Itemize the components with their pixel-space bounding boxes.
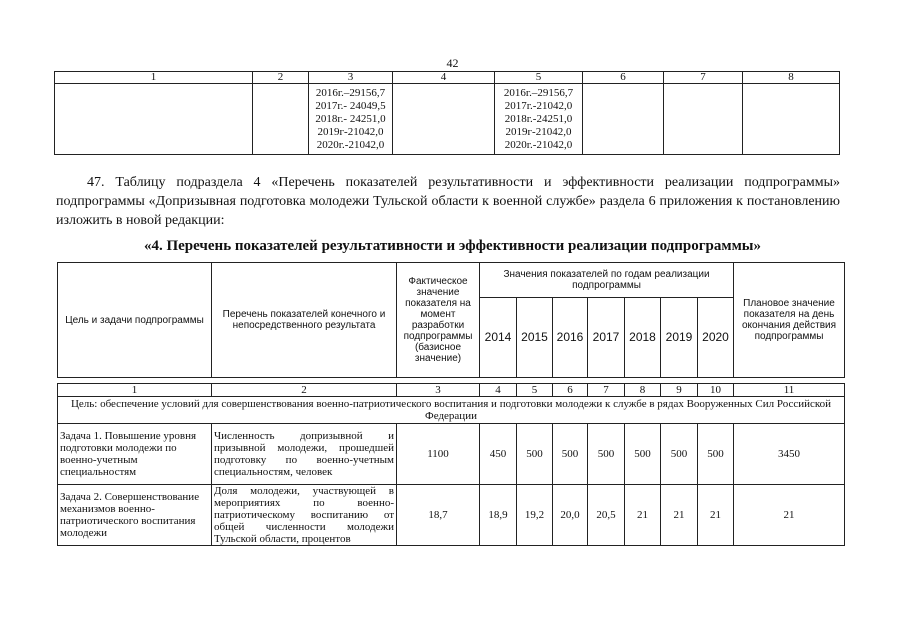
col-number: 7 bbox=[588, 384, 625, 397]
years-group-header: Значения показателей по годам реализации подпрограммы bbox=[480, 263, 734, 298]
year-header: 2018 bbox=[625, 298, 661, 378]
col-header: 3 bbox=[309, 72, 393, 84]
task-cell: Задача 1. Повышение уровня подготовки молодежи по военно-учетным специальностям bbox=[58, 424, 212, 485]
table-row bbox=[58, 424, 845, 485]
indicators-header: Перечень показателей конечного и непосредственного результата bbox=[212, 263, 397, 378]
year-value: 21 bbox=[661, 485, 698, 546]
col-number: 2 bbox=[212, 384, 397, 397]
col-header: 5 bbox=[495, 72, 583, 84]
plan-value: 3450 bbox=[734, 424, 845, 485]
col-number: 3 bbox=[397, 384, 480, 397]
col-number: 5 bbox=[517, 384, 553, 397]
col-header: 2 bbox=[253, 72, 309, 84]
year-value: 500 bbox=[517, 424, 553, 485]
funding-value: 2018г.- 24251,0 bbox=[315, 112, 386, 125]
col-header: 1 bbox=[55, 72, 253, 84]
col-number: 10 bbox=[698, 384, 734, 397]
year-value: 500 bbox=[661, 424, 698, 485]
funding-value: 2019г-21042,0 bbox=[317, 125, 384, 138]
col-number: 9 bbox=[661, 384, 698, 397]
year-value: 19,2 bbox=[517, 485, 553, 546]
indicator-cell: Доля молодежи, участвующей в мероприятиях по военно-патриотическому воспитанию от общей численности молодежи Тульской области, процентов bbox=[212, 485, 397, 546]
base-value: 18,7 bbox=[397, 485, 480, 546]
indicator-cell: Численность допризывной и призывной молодежи, прошедшей подготовку по военно-учетным специальностям, человек bbox=[212, 424, 397, 485]
funding-value: 2020г.-21042,0 bbox=[316, 138, 385, 151]
page-number: 42 bbox=[446, 56, 459, 70]
year-value: 20,5 bbox=[588, 485, 625, 546]
year-header: 2015 bbox=[517, 298, 553, 378]
funding-value: 2017г.-21042,0 bbox=[504, 99, 573, 112]
year-value: 500 bbox=[553, 424, 588, 485]
indicators-table bbox=[57, 383, 845, 546]
col-number: 11 bbox=[734, 384, 845, 397]
section-heading: «4. Перечень показателей результативности и эффективности реализации подпрограммы» bbox=[143, 238, 762, 254]
funding-value: 2016г.–29156,7 bbox=[503, 86, 574, 99]
goal-text: Цель: обеспечение условий для совершенствования военно-патриотического воспитания и подготовки молодежи к службе в рядах Вооруженных Сил Российской Федерации bbox=[58, 397, 845, 424]
year-value: 18,9 bbox=[480, 485, 517, 546]
plan-value-header: Плановое значение показателя на день окончания действия подпрограммы bbox=[734, 263, 845, 378]
year-value: 21 bbox=[698, 485, 734, 546]
col-number: 8 bbox=[625, 384, 661, 397]
col-number: 6 bbox=[553, 384, 588, 397]
year-header: 2019 bbox=[661, 298, 698, 378]
year-header: 2014 bbox=[480, 298, 517, 378]
actual-value-header: Фактическое значение показателя на момент разработки подпрограммы (базисное значение) bbox=[397, 263, 480, 378]
plan-value: 21 bbox=[734, 485, 845, 546]
table-row bbox=[58, 485, 845, 546]
amendment-paragraph: 47. Таблицу подраздела 4 «Перечень показателей результативности и эффективности реализации подпрограммы» подпрограммы «Допризывная подготовка молодежи Тульской области к военной службе» раздела 6 приложения к постановлению изложить в новой редакции: bbox=[56, 175, 840, 228]
col-number: 4 bbox=[480, 384, 517, 397]
indicators-header-table bbox=[57, 262, 845, 378]
year-value: 450 bbox=[480, 424, 517, 485]
year-value: 20,0 bbox=[553, 485, 588, 546]
col-header: 6 bbox=[583, 72, 664, 84]
continuation-table bbox=[54, 71, 840, 155]
task-cell: Задача 2. Совершенствование механизмов военно-патриотического воспитания молодежи bbox=[58, 485, 212, 546]
year-header: 2016 bbox=[553, 298, 588, 378]
funding-value: 2016г.–29156,7 bbox=[315, 86, 386, 99]
year-value: 500 bbox=[698, 424, 734, 485]
year-value: 500 bbox=[588, 424, 625, 485]
table-header-row bbox=[55, 72, 840, 84]
funding-value: 2017г.- 24049,5 bbox=[315, 99, 386, 112]
col-header: 7 bbox=[664, 72, 743, 84]
goal-header: Цель и задачи подпрограммы bbox=[58, 263, 212, 378]
col-number: 1 bbox=[58, 384, 212, 397]
funding-col5 bbox=[495, 84, 583, 155]
funding-value: 2018г.-24251,0 bbox=[504, 112, 573, 125]
year-value: 500 bbox=[625, 424, 661, 485]
funding-col3 bbox=[309, 84, 393, 155]
year-value: 21 bbox=[625, 485, 661, 546]
col-header: 8 bbox=[743, 72, 840, 84]
year-header: 2017 bbox=[588, 298, 625, 378]
year-header: 2020 bbox=[698, 298, 734, 378]
funding-value: 2019г-21042,0 bbox=[505, 125, 572, 138]
col-header: 4 bbox=[393, 72, 495, 84]
goal-row bbox=[58, 397, 845, 424]
funding-value: 2020г.-21042,0 bbox=[504, 138, 573, 151]
table-row bbox=[55, 84, 840, 155]
base-value: 1100 bbox=[397, 424, 480, 485]
column-numbers-row bbox=[58, 384, 845, 397]
